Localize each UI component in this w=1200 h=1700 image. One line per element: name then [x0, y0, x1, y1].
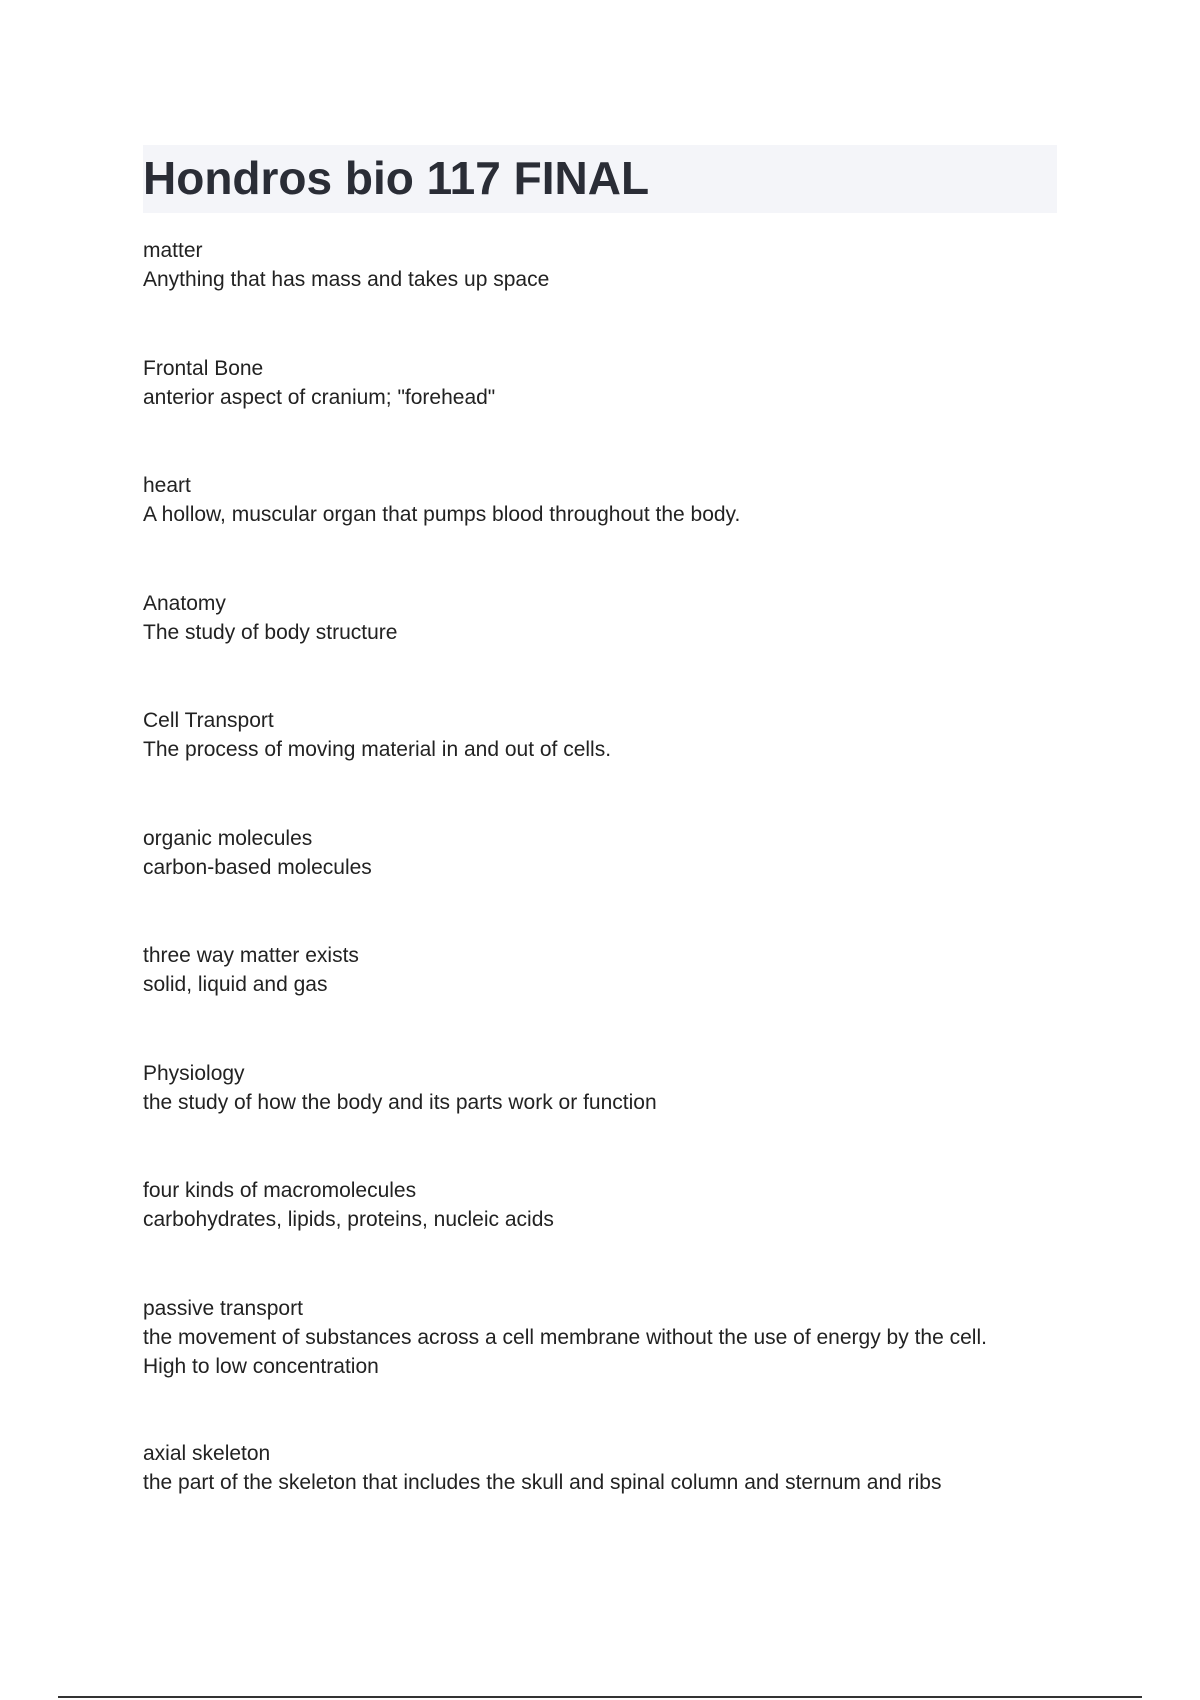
term: passive transport — [143, 1296, 303, 1320]
definition: the study of how the body and its parts work or function — [143, 1090, 657, 1114]
list-item — [143, 1176, 1057, 1294]
term: Cell Transport — [143, 709, 274, 732]
list-item — [143, 589, 1057, 707]
definition: carbohydrates, lipids, proteins, nucleic acids — [143, 1208, 554, 1231]
flashcard-list — [143, 236, 1057, 1556]
term: axial skeleton — [143, 1441, 271, 1465]
list-item — [143, 824, 1057, 942]
term: organic molecules — [143, 826, 313, 850]
list-item — [143, 941, 1057, 1059]
definition: the movement of substances across a cell membrane without the use of energy by the cell. — [143, 1325, 987, 1349]
term: Frontal Bone — [143, 356, 264, 380]
definition: The study of body structure — [143, 620, 398, 644]
definition: solid, liquid and gas — [143, 973, 328, 996]
definition: The process of moving material in and out of cells. — [143, 738, 612, 761]
page-title: Hondros bio 117 FINAL — [143, 152, 650, 204]
definition: anterior aspect of cranium; "forehead" — [143, 385, 496, 409]
term: Physiology — [143, 1061, 245, 1085]
list-item — [143, 236, 1057, 354]
list-item — [143, 1059, 1057, 1177]
page-divider — [58, 1696, 1142, 1698]
definition: carbon-based molecules — [143, 855, 372, 879]
term: Anatomy — [143, 591, 226, 615]
list-item — [143, 1439, 1057, 1557]
list-item — [143, 354, 1057, 472]
term: heart — [143, 474, 191, 497]
list-item — [143, 1294, 1057, 1439]
term: three way matter exists — [143, 944, 359, 967]
definition: the part of the skeleton that includes the skull and spinal column and sternum and ribs — [143, 1470, 942, 1494]
term: matter — [143, 239, 203, 262]
list-item — [143, 706, 1057, 824]
term: four kinds of macromolecules — [143, 1179, 417, 1202]
definition: A hollow, muscular organ that pumps blood throughout the body. — [143, 503, 741, 526]
definition-continuation: High to low concentration — [143, 1354, 379, 1378]
title-banner — [143, 145, 1057, 213]
definition: Anything that has mass and takes up space — [143, 268, 550, 291]
list-item — [143, 471, 1057, 589]
